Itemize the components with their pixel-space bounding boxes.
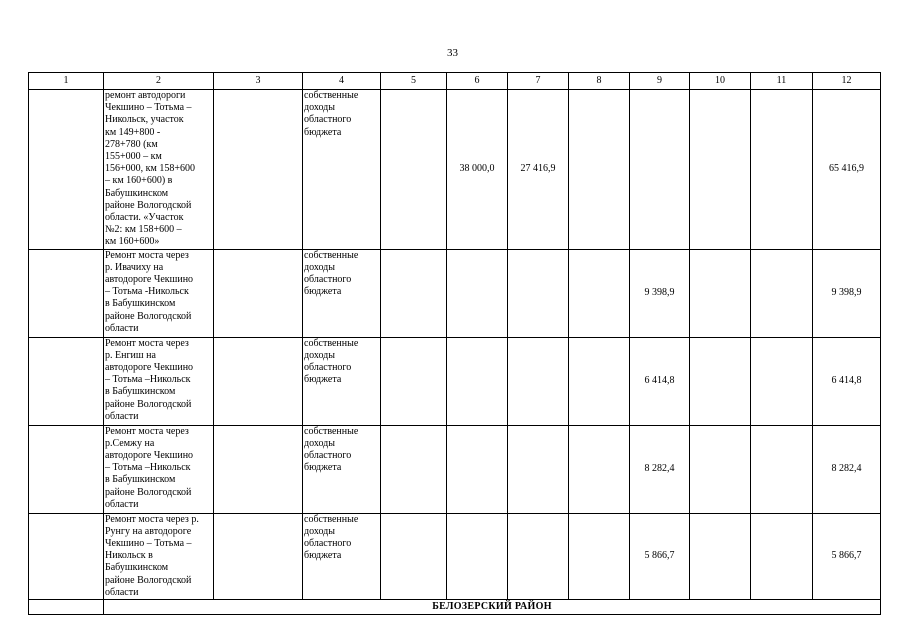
cell-empty [381, 249, 447, 337]
column-header: 2 [104, 73, 214, 90]
value-col12-total: 6 414,8 [813, 337, 881, 425]
cell-empty [29, 249, 104, 337]
cell-empty [214, 337, 303, 425]
column-header: 1 [29, 73, 104, 90]
cell-empty [29, 600, 104, 615]
object-name-cell: Ремонт моста через р. Рунгу на автодороге Чекшино – Тотьма – Никольск в Бабушкинском районе Вологодской области [104, 513, 214, 599]
value-col6 [447, 337, 508, 425]
cell-empty [381, 425, 447, 513]
value-col6 [447, 249, 508, 337]
value-col6 [447, 425, 508, 513]
column-header: 9 [630, 73, 690, 90]
cell-empty [214, 249, 303, 337]
cell-empty [751, 425, 813, 513]
table-row [29, 90, 881, 250]
cell-empty [751, 337, 813, 425]
cell-empty [381, 337, 447, 425]
object-name-cell: Ремонт моста через р. Ивачиху на автодороге Чекшино – Тотьма -Никольск в Бабушкинском районе Вологодской области [104, 249, 214, 337]
budget-table [28, 72, 881, 615]
cell-empty [751, 513, 813, 599]
cell-empty [751, 90, 813, 250]
value-col9: 5 866,7 [630, 513, 690, 599]
column-header-row [29, 73, 881, 90]
cell-empty [214, 425, 303, 513]
cell-empty [690, 425, 751, 513]
cell-empty [569, 249, 630, 337]
object-name-cell: ремонт автодороги Чекшино – Тотьма – Никольск, участок км 149+800 - 278+780 (км 155+000 – км 156+000, км 158+600 – км 160+600) в Бабушкинском районе Вологодской области. «Участок №2: км 158+600 – км 160+600» [104, 90, 214, 250]
column-header: 5 [381, 73, 447, 90]
funding-source-cell: собственные доходы областного бюджета [303, 425, 381, 513]
column-header: 7 [508, 73, 569, 90]
cell-empty [29, 90, 104, 250]
column-header: 3 [214, 73, 303, 90]
column-header: 4 [303, 73, 381, 90]
cell-empty [29, 425, 104, 513]
value-col12-total: 65 416,9 [813, 90, 881, 250]
value-col6 [447, 513, 508, 599]
cell-empty [690, 249, 751, 337]
value-col9: 6 414,8 [630, 337, 690, 425]
table-row [29, 513, 881, 599]
value-col9 [630, 90, 690, 250]
cell-empty [214, 513, 303, 599]
funding-source-cell: собственные доходы областного бюджета [303, 90, 381, 250]
value-col9: 8 282,4 [630, 425, 690, 513]
district-title: БЕЛОЗЕРСКИЙ РАЙОН [104, 600, 881, 615]
value-col7 [508, 337, 569, 425]
funding-source-cell: собственные доходы областного бюджета [303, 513, 381, 599]
value-col7: 27 416,9 [508, 90, 569, 250]
cell-empty [29, 513, 104, 599]
column-header: 8 [569, 73, 630, 90]
cell-empty [690, 337, 751, 425]
cell-empty [690, 90, 751, 250]
cell-empty [381, 513, 447, 599]
cell-empty [751, 249, 813, 337]
cell-empty [569, 425, 630, 513]
value-col12-total: 9 398,9 [813, 249, 881, 337]
column-header: 6 [447, 73, 508, 90]
value-col7 [508, 249, 569, 337]
value-col7 [508, 513, 569, 599]
cell-empty [569, 513, 630, 599]
district-row [29, 600, 881, 615]
object-name-cell: Ремонт моста через р. Енгиш на автодороге Чекшино – Тотьма –Никольск в Бабушкинском районе Вологодской области [104, 337, 214, 425]
cell-empty [569, 90, 630, 250]
value-col7 [508, 425, 569, 513]
column-header: 12 [813, 73, 881, 90]
column-header: 10 [690, 73, 751, 90]
value-col12-total: 8 282,4 [813, 425, 881, 513]
cell-empty [29, 337, 104, 425]
page-number: 33 [447, 47, 458, 59]
column-header: 11 [751, 73, 813, 90]
value-col6: 38 000,0 [447, 90, 508, 250]
table-row [29, 249, 881, 337]
cell-empty [569, 337, 630, 425]
table-row [29, 337, 881, 425]
cell-empty [214, 90, 303, 250]
funding-source-cell: собственные доходы областного бюджета [303, 337, 381, 425]
table-row [29, 425, 881, 513]
value-col12-total: 5 866,7 [813, 513, 881, 599]
cell-empty [381, 90, 447, 250]
object-name-cell: Ремонт моста через р.Семжу на автодороге Чекшино – Тотьма –Никольск в Бабушкинском районе Вологодской области [104, 425, 214, 513]
value-col9: 9 398,9 [630, 249, 690, 337]
cell-empty [690, 513, 751, 599]
funding-source-cell: собственные доходы областного бюджета [303, 249, 381, 337]
